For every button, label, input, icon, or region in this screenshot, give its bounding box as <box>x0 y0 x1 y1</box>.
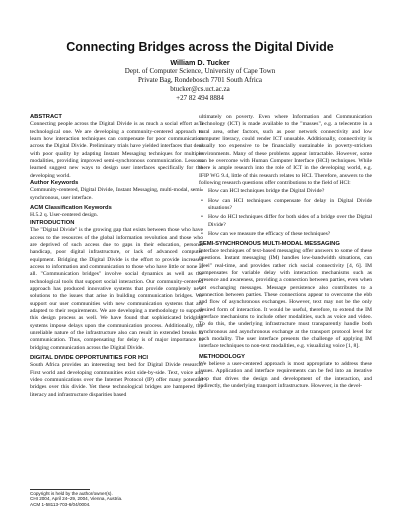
footnote-rule <box>30 489 90 490</box>
research-question: • How do HCI techniques differ for both sides of a bridge over the Digital Divide? <box>208 214 372 229</box>
introduction-heading: INTRODUCTION <box>30 219 75 226</box>
author-phone: +27 82 494 8884 <box>176 94 224 103</box>
research-questions-list <box>199 188 372 238</box>
copyright-line: Copyright is held by the author/owner(s). <box>30 491 113 496</box>
acm-isbn-line: ACM 1-58113-703-6/04/0004. <box>30 501 91 507</box>
abstract-heading: ABSTRACT <box>30 114 62 120</box>
research-question: • How can HCI techniques compensate for delay in Digital Divide situations? <box>208 198 372 213</box>
author-block <box>0 58 400 103</box>
acm-text: H.5.2 q. User-centered design. <box>30 212 99 219</box>
research-question: • How can we measure the efficacy of these techniques? <box>208 231 372 238</box>
paper-title: Connecting Bridges across the Digital Divide <box>66 40 334 54</box>
affiliation-department: Dept. of Computer Science, University of Cape Town <box>124 67 276 76</box>
author-email: btucker@cs.uct.ac.za <box>170 85 230 94</box>
methodology-heading: METHODOLOGY <box>199 353 246 360</box>
keywords-heading: Author Keywords <box>30 180 79 187</box>
keywords-text: Community-centered, Digital Divide, Instant Messaging, multi-modal, semi-synchronous, user interface. <box>30 187 203 201</box>
semi-synchronous-heading: SEMI-SYNCHRONOUS MULTI-MODAL MESSAGING <box>199 240 340 247</box>
author-name: William D. Tucker <box>170 58 230 67</box>
affiliation-address: Private Bag, Rondebosch 7701 South Africa <box>137 76 263 85</box>
acm-heading: ACM Classification Keywords <box>30 205 112 212</box>
introduction-text: The "Digital Divide" is the growing gap that exists between those who have access to the resources of the global information revolution and those who are deprived of such access due to gaps in their education, personal handicap, poor digital infrastructure, or lack of advanced computer equipment. Bridging the Digital Divide is the effort to provide increased access to information and communication to those who have little or none at all. "Communication bridges" involve social dynamics as well as the technological tools that support social interaction. Our community-centered approach has produced innovative systems that provide completely new solutions to the issues that arise in building communication bridges. We support our user communities with new communication systems that are adapted to their requirements. We are developing a methodology to support this design process as well. We have found that sophisticated bridging systems impose delays upon the communication process. Additionally, the unreliable nature of the infrastructure also can result in extended breaks in communication. Thus, compensating for delay is of major importance in bridging communication across the Digital Divide. <box>30 227 203 351</box>
introduction-continued: ultimately on poverty. Even where Information and Communication Technology (ICT) is made available to the "masses", e.g. a telecentre in a rural area, other factors, such as poor network connectivity and low computer literacy, could render ICT unusable. Additionally, connectivity is usually too expensive to be financially sustainable in poverty-stricken environments. Many of these problems appear intractable. However, some can be overcome with Human Computer Interface (HCI) techniques. While there is ample research into the role of ICT in the developing world, e.g. IFIP WG 9.4, little of this research relates to HCI. Therefore, answers to the following research questions offer contributions to the field of HCI: <box>199 114 372 187</box>
research-question: • How can HCI techniques bridge the Digital Divide? <box>208 188 372 195</box>
copyright-footnote <box>30 491 203 507</box>
conference-line: CHI 2004, April 24–29, 2004, Vienna, Austria. <box>30 496 123 502</box>
right-column <box>199 114 372 390</box>
semi-synchronous-text: Interface techniques of text-based messaging offer answers to some of these questions. Instant messaging (IM) handles low-bandwidth situations, can "feel" real-time, and provides rather rich social connectivity [4, 6]. IM compensates for variable delay with interaction mechanisms such as presence and awareness, providing a connection between parties, even when not exchanging messages. Message persistence also contributes to a connection between parties. These connections appear to overcome the ebb and flow of asynchronous exchanges. However, text may not be the only desired form of interaction. It would be useful, therefore, to extend the IM interface mechanisms to include other modalities, such as voice and video. To do this, the underlying infrastructure must transparently handle both synchronous and asynchronous exchange at the transport protocol level for each modality. The user interface presents the challenge of applying IM interface techniques to non-text modalities, e.g. visualizing voice [1, 8]. <box>199 247 372 350</box>
left-column <box>30 114 203 399</box>
opportunities-heading: DIGITAL DIVIDE OPPORTUNITIES FOR HCI <box>30 355 148 361</box>
methodology-text: We believe a user-centered approach is most appropriate to address these issues. Application and interface requirements can be fed into an iterative loop that drives the design and development of the interaction, and indirectly, the underlying transport infrastructure. However, in the devel- <box>199 361 372 390</box>
opportunities-text: South Africa provides an interesting test bed for Digital Divide research. First world and developing communities exist side-by-side. Text, voice and video communications over the Internet Protocol (IP) offer many potential bridges over this divide. Yet these technological bridges are hampered by literacy and infrastructure disparities based <box>30 362 203 398</box>
abstract-text: Connecting people across the Digital Divide is as much a social effort as a technological one. We are developing a community-centered approach to learn how interaction techniques can compensate for poor communication across the Digital Divide. Preliminary trials have yielded interfaces that deal with poor quality by adapting Instant Messaging techniques for multiple modalities, providing improved semi-synchronous communication. Lessons learned suggest new ways to design user interfaces specifically for the developing world. <box>30 121 203 179</box>
